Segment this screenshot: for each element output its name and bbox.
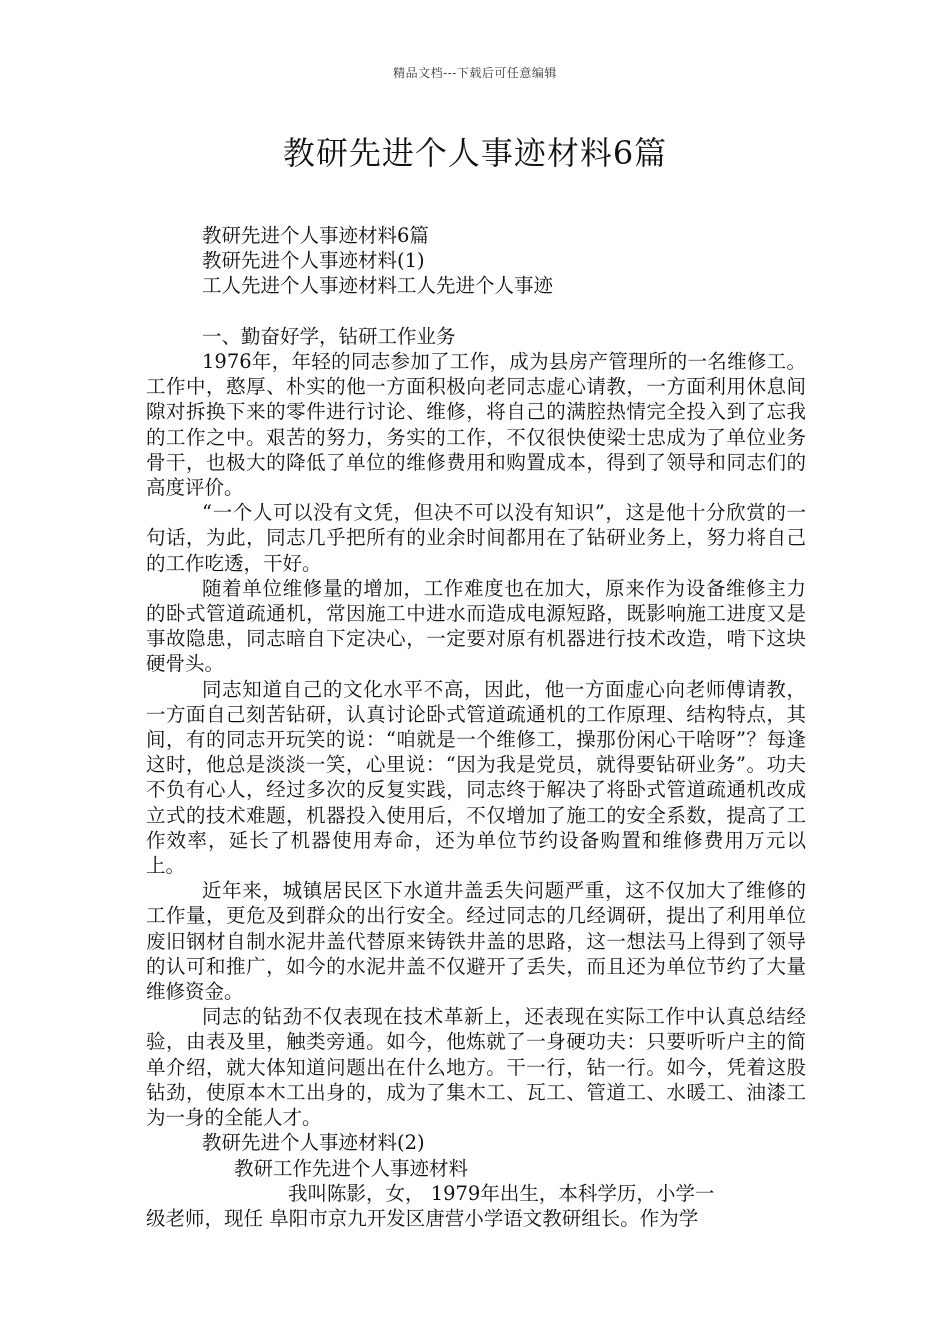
paragraph-line: 级老师，现任 阜阳市京九开发区唐营小学语文教研组长。作为学 [146, 1206, 699, 1230]
intro-line-1: 教研先进个人事迹材料6篇 [202, 224, 429, 247]
paragraph: 1976年，年轻的同志参加了工作，成为县房产管理所的一名维修工。工作中，憨厚、朴实的他一方面积极向老同志虚心请教，一方面利用休息间隙对拆换下来的零件进行讨论、维修，将自己的满腔热情完全投入到了忘我的工作之中。艰苦的努力，务实的工作，不仅很快使梁士忠成为了单位业务骨干，也极大的降低了单位的维修费用和购置成本，得到了领导和同志们的高度评价。 [146, 350, 806, 500]
paragraph: “一个人可以没有文凭，但决不可以没有知识”，这是他十分欣赏的一句话，为此，同志几乎把所有的业余时间都用在了钻研业务上，努力将自己的工作吃透，干好。 [146, 501, 806, 575]
document-title: 教研先进个人事迹材料6篇 [282, 134, 668, 172]
intro-line-2: 教研先进个人事迹材料(1) [202, 249, 425, 273]
document-body [146, 223, 806, 1231]
section-heading: 一、勤奋好学，钻研工作业务 [202, 324, 456, 348]
paragraph-line: 我叫陈影，女， 1979年出生，本科学历，小学一 [288, 1181, 715, 1205]
section-subheading: 教研工作先进个人事迹材料 [234, 1156, 469, 1180]
paragraph: 同志知道自己的文化水平不高，因此，他一方面虚心向老师傅请教，一方面自己刻苦钻研，认真讨论卧式管道疏通机的工作原理、结构特点，其间，有的同志开玩笑的说：“咱就是一个维修工，操那份闲心干啥呀”？每逢这时，他总是淡淡一笑，心里说：“因为我是党员，就得要钻研业务”。功夫不负有心人，经过多次的反复实践，同志终于解决了将卧式管道疏通机改成立式的技术难题，机器投入使用后，不仅增加了施工的安全系数，提高了工作效率，延长了机器使用寿命，还为单位节约设备购置和维修费用万元以上。 [146, 677, 806, 878]
paragraph: 近年来，城镇居民区下水道井盖丢失问题严重，这不仅加大了维修的工作量，更危及到群众的出行安全。经过同志的几经调研，提出了利用单位废旧钢材自制水泥井盖代替原来铸铁井盖的思路，这一想法马上得到了领导的认可和推广，如今的水泥井盖不仅避开了丢失，而且还为单位节约了大量维修资金。 [146, 879, 806, 1004]
paragraph: 随着单位维修量的增加，工作难度也在加大，原来作为设备维修主力的卧式管道疏通机，常因施工中进水而造成电源短路，既影响施工进度又是事故隐患，同志暗自下定决心，一定要对原有机器进行技术改造，啃下这块硬骨头。 [146, 576, 806, 676]
header-note: 精品文档---下载后可任意编辑 [393, 66, 557, 80]
paragraph: 同志的钻劲不仅表现在技术革新上，还表现在实际工作中认真总结经验，由表及里，触类旁通。如今，他炼就了一身硬功夫：只要听听户主的简单介绍，就大体知道问题出在什么地方。干一行，钻一行。如今，凭着这股钻劲，使原本木工出身的，成为了集木工、瓦工、管道工、水暖工、油漆工为一身的全能人才。 [146, 1005, 806, 1130]
section-heading: 教研先进个人事迹材料(2) [202, 1131, 425, 1155]
blank-line [146, 299, 806, 324]
intro-line-3: 工人先进个人事迹材料工人先进个人事迹 [202, 274, 554, 298]
